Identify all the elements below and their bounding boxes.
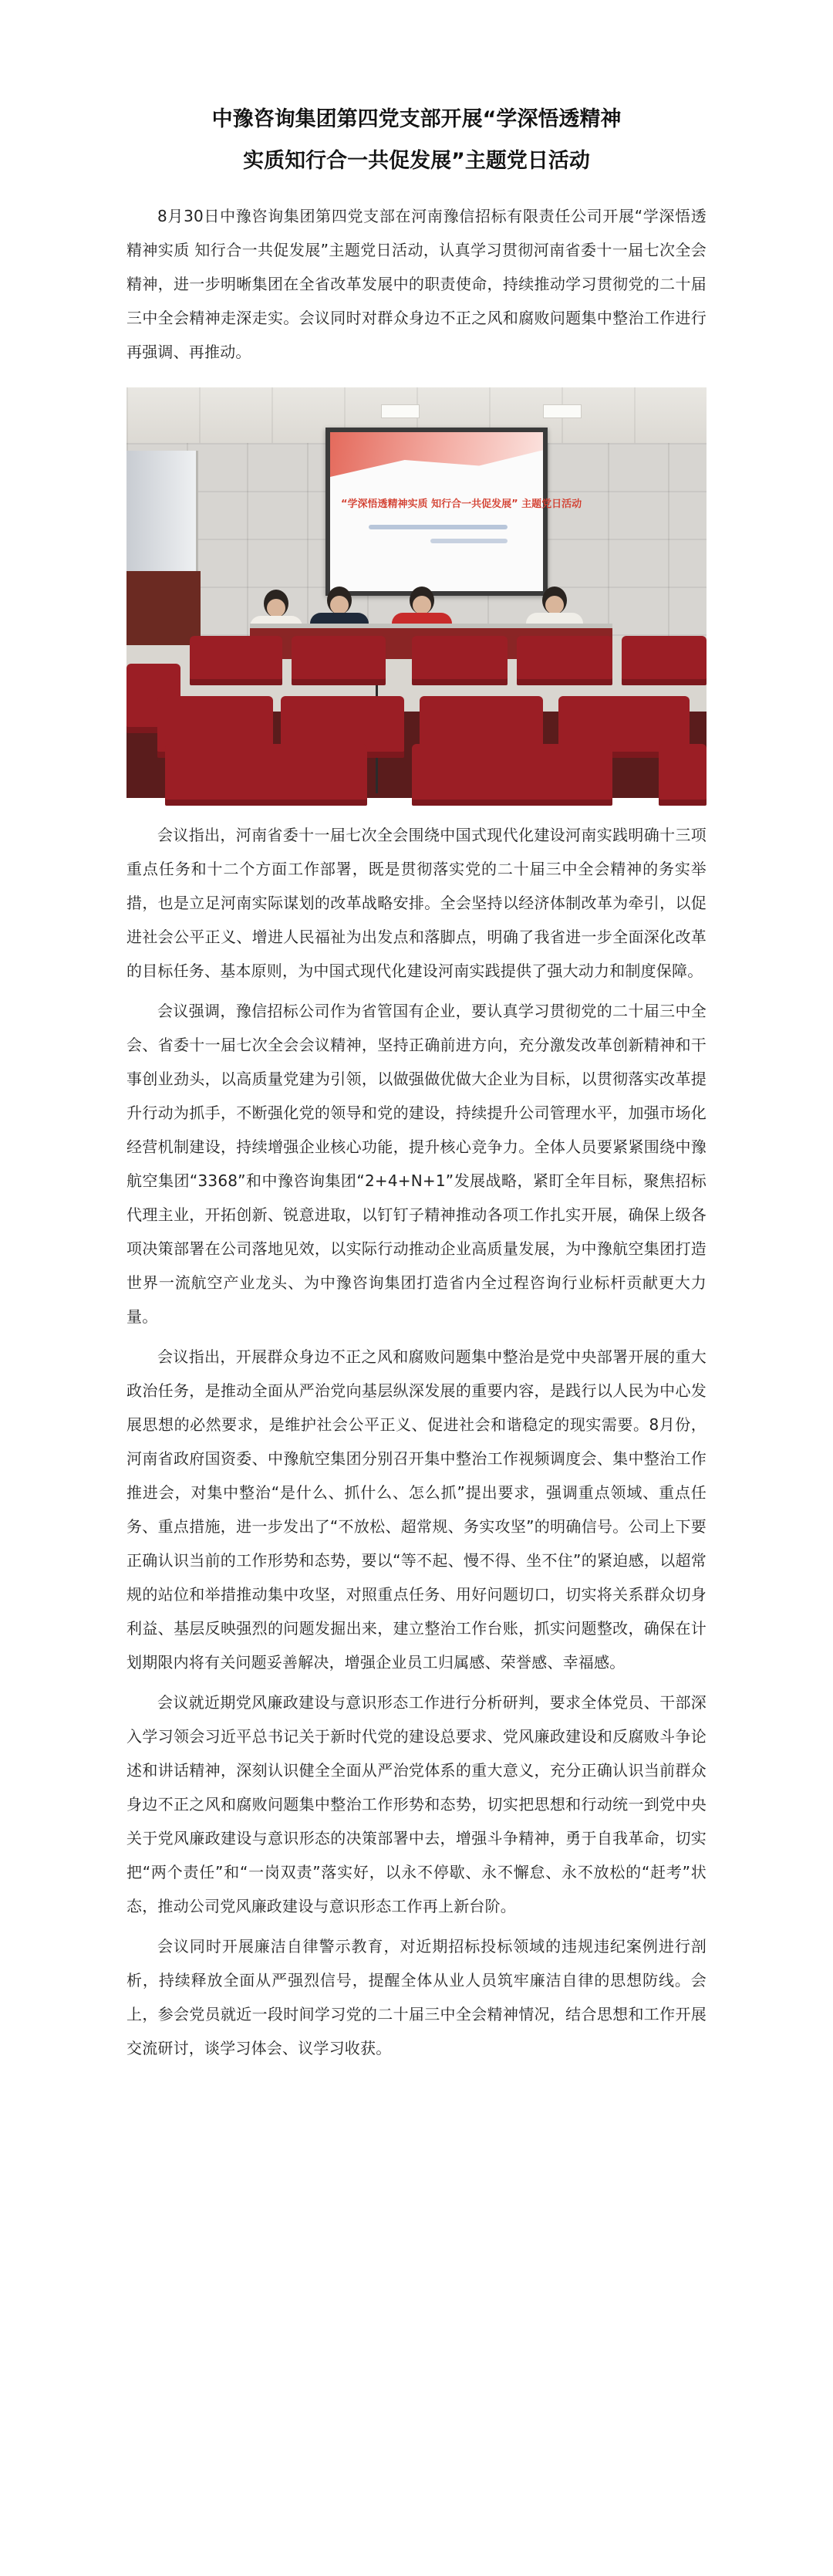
paragraph-5: 会议就近期党风廉政建设与意识形态工作进行分析研判，要求全体党员、干部深入学习领会习近平总书记关于新时代党的建设总要求、党风廉政建设和反腐败斗争论述和讲话精神，深刻认识健全全面从严治党体系的重大意义，充分正确认识当前群众身边不正之风和腐败问题集中整治工作形势和态势，切实把思想和行动统一到党中央关于党风廉政建设与意识形态的决策部署中去，增强斗争精神，勇于自我革命，切实把“两个责任”和“一岗双责”落实好，以永不停歇、永不懈怠、永不放松的“赶考”状态，推动公司党风廉政建设与意识形态工作再上新台阶。 (126, 1693, 707, 1915)
ceiling-light-icon (543, 404, 582, 418)
auditorium-seat (622, 636, 707, 685)
paragraph-4: 会议指出，开展群众身边不正之风和腐败问题集中整治是党中央部署开展的重大政治任务，是推动全面从严治党向基层纵深发展的重要内容，是践行以人民为中心发展思想的必然要求，是维护社会公平正义、促进社会和谐稳定的现实需要。8月份，河南省政府国资委、中豫航空集团分别召开集中整治工作视频调度会、集中整治工作推进会，对集中整治“是什么、抓什么、怎么抓”提出要求，强调重点领域、重点任务、重点措施，进一步发出了“不放松、超常规、务实攻坚”的明确信号。公司上下要正确认识当前的工作形势和态势，要以“等不起、慢不得、坐不住”的紧迫感，以超常规的站位和举措推动集中攻坚，对照重点任务、用好问题切口，切实将关系群众切身利益、基层反映强烈的问题发掘出来，建立整治工作台账，抓实问题整改，确保在计划期限内将有关问题妥善解决，增强企业员工归属感、荣誉感、幸福感。 (126, 1347, 707, 1672)
article-title (126, 99, 707, 182)
auditorium-seat (659, 744, 707, 806)
paragraph-3: 会议强调，豫信招标公司作为省管国有企业，要认真学习贯彻党的二十届三中全会、省委十一届七次全会会议精神，坚持正确前进方向，充分激发改革创新精神和干事创业劲头，以高质量党建为引领，以做强做优做大企业为目标，以贯彻落实改革提升行动为抓手，不断强化党的领导和党的建设，持续提升公司管理水平，加强市场化经营机制建设，持续增强企业核心功能，提升核心竞争力。全体人员要紧紧围绕中豫航空集团“3368”和中豫咨询集团“2+4+N+1”发展战略，紧盯全年目标，聚焦招标代理主业，开拓创新、锐意进取，以钉钉子精神推动各项工作扎实开展，确保上级各项决策部署在公司落地见效，以实际行动推动企业高质量发展，为中豫航空集团打造世界一流航空产业龙头、为中豫咨询集团打造省内全过程咨询行业标杆贡献更大力量。 (126, 1002, 707, 1326)
auditorium-seat (292, 636, 386, 685)
attendee-face (545, 596, 564, 614)
title-line-2: 实质知行合一共促发展”主题党日活动 (243, 149, 590, 173)
window (126, 451, 198, 590)
ceiling-light-icon (381, 404, 420, 418)
paragraph-1: 8月30日中豫咨询集团第四党支部在河南豫信招标有限责任公司开展“学深悟透精神实质 知行合一共促发展”主题党日活动，认真学习贯彻河南省委十一届七次全会精神，进一步明晰集团在全省改革发展中的职责使命，持续推动学习贯彻党的二十届三中全会精神走深走实。会议同时对群众身边不正之风和腐败问题集中整治工作进行再强调、再推动。 (126, 207, 707, 361)
attendee-face (267, 599, 285, 617)
attendee-face (330, 596, 349, 614)
cabinet (126, 571, 201, 645)
meeting-photo (126, 387, 707, 798)
title-line-1: 中豫咨询集团第四党支部开展“学深悟透精神 (211, 107, 622, 131)
projection-screen (325, 428, 582, 596)
screen-banner (330, 432, 543, 477)
screen-title: “学深悟透精神实质 知行合一共促发展” 主题党日活动 (341, 499, 582, 510)
attendee-face (413, 596, 431, 614)
auditorium-seat (165, 744, 367, 806)
article (126, 0, 707, 2065)
screen-subtitle-bar (430, 539, 508, 543)
auditorium-seat (190, 636, 282, 685)
paragraph-6: 会议同时开展廉洁自律警示教育，对近期招标投标领域的违规违纪案例进行剖析，持续释放全面从严强烈信号，提醒全体从业人员筑牢廉洁自律的思想防线。会上，参会党员就近一段时间学习党的二十届三中全会精神情况，结合思想和工作开展交流研讨，谈学习体会、议学习收获。 (126, 1937, 707, 2057)
auditorium-seat (412, 636, 508, 685)
auditorium-seat (517, 636, 612, 685)
auditorium-seat (412, 744, 612, 806)
paragraph-2: 会议指出，河南省委十一届七次全会围绕中国式现代化建设河南实践明确十三项重点任务和十二个方面工作部署，既是贯彻落实党的二十届三中全会精神的务实举措，也是立足河南实际谋划的改革战略安排。全会坚持以经济体制改革为牵引，以促进社会公平正义、增进人民福祉为出发点和落脚点，明确了我省进一步全面深化改革的目标任务、基本原则，为中国式现代化建设河南实践提供了强大动力和制度保障。 (126, 826, 707, 980)
screen-subtitle-bar (369, 525, 508, 529)
